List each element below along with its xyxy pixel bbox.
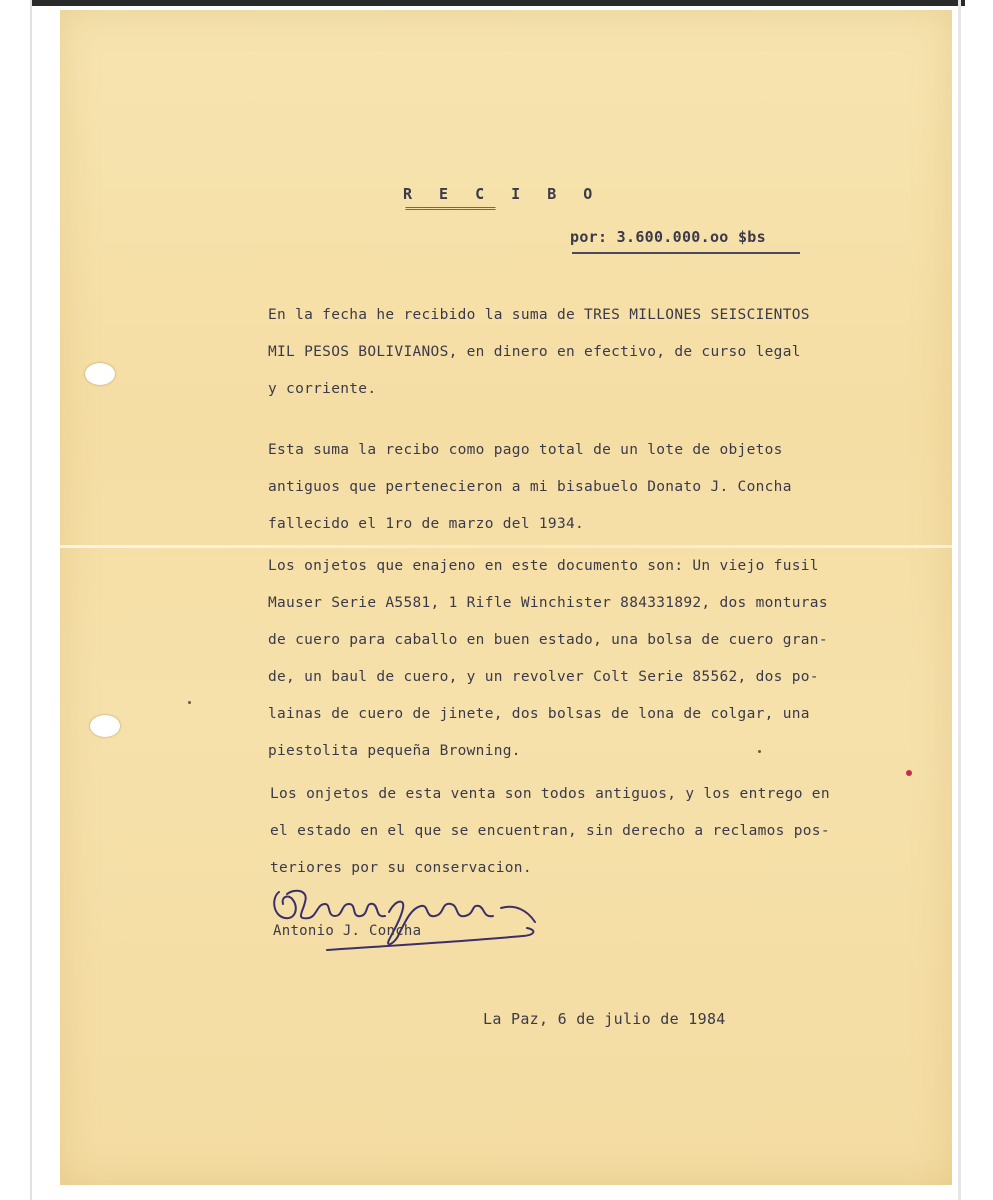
- text-line: de cuero para caballo en buen estado, una bolsa de cuero gran-: [268, 632, 828, 648]
- text-line: el estado en el que se encuentran, sin derecho a reclamos pos-: [270, 823, 830, 839]
- text-line: Los onjetos que enajeno en este documento son: Un viejo fusil: [268, 558, 819, 574]
- text-line: En la fecha he recibido la suma de TRES MILLONES SEISCIENTOS: [268, 307, 810, 323]
- text-line: de, un baul de cuero, y un revolver Colt Serie 85562, dos po-: [268, 669, 819, 685]
- text-line: MIL PESOS BOLIVIANOS, en dinero en efectivo, de curso legal: [268, 344, 801, 360]
- text-line: piestolita pequeña Browning.: [268, 743, 521, 759]
- receipt-title-underline: ================: [405, 202, 495, 215]
- place-and-date: La Paz, 6 de julio de 1984: [483, 1010, 726, 1028]
- paragraph-payment-purpose: [268, 432, 792, 543]
- text-line: y corriente.: [268, 381, 377, 397]
- paragraph-objects-list: [268, 548, 828, 770]
- text-line: antiguos que pertenecieron a mi bisabuelo Donato J. Concha: [268, 479, 792, 495]
- paragraph-sum-received: [268, 297, 810, 408]
- aged-paper-sheet: [60, 10, 952, 1185]
- punch-hole-lower: [90, 715, 120, 737]
- signatory-name: Antonio J. Concha: [273, 923, 422, 939]
- scanner-right-edge: [958, 0, 961, 1200]
- scanner-left-edge: [30, 0, 32, 1200]
- text-line: Mauser Serie A5581, 1 Rifle Winchister 884331892, dos monturas: [268, 595, 828, 611]
- speck: [188, 701, 191, 704]
- text-line: fallecido el 1ro de marzo del 1934.: [268, 516, 585, 532]
- red-ink-spot: [906, 770, 912, 776]
- amount-underline: [572, 252, 800, 254]
- text-line: lainas de cuero de jinete, dos bolsas de lona de colgar, una: [268, 706, 810, 722]
- text-line: Esta suma la recibo como pago total de un lote de objetos: [268, 442, 783, 458]
- punch-hole-upper: [85, 363, 115, 385]
- receipt-title: R E C I B O: [403, 185, 602, 203]
- paragraph-conditions: [270, 776, 830, 887]
- text-line: teriores por su conservacion.: [270, 860, 532, 876]
- receipt-amount: por: 3.600.000.oo $bs: [570, 228, 766, 246]
- scanner-top-edge: [30, 0, 965, 6]
- text-line: Los onjetos de esta venta son todos antiguos, y los entrego en: [270, 786, 830, 802]
